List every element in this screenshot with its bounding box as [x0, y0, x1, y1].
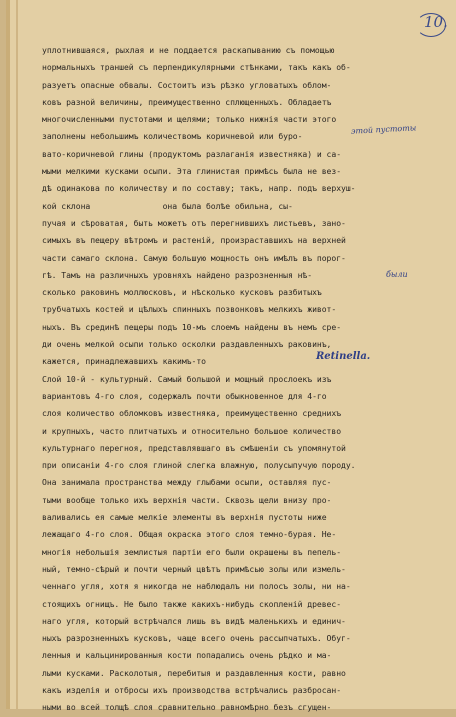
text-line: многія небольшія землистыя партіи его были окрашены въ пепель-	[42, 546, 342, 557]
text-line: нормальныхъ траншей съ перпендикулярными стѣнками, такъ какъ об-	[42, 62, 351, 73]
text-line: мыми мелкими кусками осыпи. Эта глинистая примѣсь была не вез-	[42, 166, 342, 177]
text-line: ди очень мелкой осыпи только осколки раздавленныхъ раковинъ,	[42, 339, 332, 350]
text-line: ныхъ. Въ срединѣ пещеры подъ 10-мъ слоемъ найдены въ немъ сре-	[42, 321, 342, 332]
text-line: валивались ея самые мелкіе элементы въ верхнія пустоты ниже	[42, 512, 327, 523]
typed-text-body	[42, 42, 442, 717]
text-line: ченнаго угля, хотя я никогда не наблюдалъ ни полосъ золы, ни на-	[42, 581, 351, 592]
text-line: какъ изделія и отбросы ихъ производства встрѣчались разбросан-	[42, 684, 342, 695]
text-line: Слой 10-й - культурный. Самый большой и мощный прослоекъ изъ	[42, 373, 332, 384]
text-line: культурнаго перегноя, представлявшаго въ смѣшеніи съ упомянутой	[42, 442, 346, 453]
handwritten-annotation-line-14: были	[386, 270, 408, 279]
handwritten-annotation-retinella: Retinella.	[316, 351, 371, 362]
text-line: вариантовъ 4-го слоя, содержалъ почти обыкновенное для 4-го	[42, 390, 327, 401]
text-line: ными во всей толщѣ слоя сравнительно равномѣрно безъ сгущен-	[42, 702, 332, 713]
text-line: заполнены небольшимъ количествомъ коричневой или буро-	[42, 131, 303, 142]
text-line: части самаго склона. Самую большую мощность онъ имѣлъ въ порог-	[42, 252, 346, 263]
text-line: лыми кусками. Расколотыя, перебитыя и раздавленныя кости, равно	[42, 667, 346, 678]
text-line: ковъ разной величины, преимущественно сплющенныхъ. Обладаетъ	[42, 96, 332, 107]
text-line: ленныя и кальцинированныя кости попадались очень рѣдко и ма-	[42, 650, 332, 661]
text-line: стоящихъ огнищъ. Не было также какихъ-нибудь скопленій древес-	[42, 598, 342, 609]
text-line: Она занимала пространства между глыбами осыпи, оставляя пус-	[42, 477, 332, 488]
text-line: пучая и сѣроватая, быть можетъ отъ перегнившихъ листьевъ, зано-	[42, 217, 346, 228]
text-line: ный, темно-сѣрый и почти черный цвѣтъ примѣсью золы или измель-	[42, 563, 346, 574]
text-line: наго угля, который встрѣчался лишь въ видѣ маленькихъ и единич-	[42, 615, 346, 626]
page-number-text: 10.	[424, 13, 448, 31]
handwritten-annotation-line-5: этой пустоты	[350, 123, 417, 136]
document-page	[6, 0, 456, 713]
text-line: кажется, принадлежавшихъ какимъ-то	[42, 356, 206, 367]
text-line: гѣ. Тамъ на различныхъ уровняхъ найдено разрозненныя нѣ-	[42, 269, 313, 280]
text-line: уплотнившаяся, рыхлая и не поддается раскапыванию съ помощью	[42, 45, 335, 55]
page-fold	[16, 0, 18, 709]
text-line: тыми вообще только ихъ верхнія части. Сквозь щели внизу про-	[42, 494, 332, 505]
text-line: лежащаго 4-го слоя. Общая окраска этого слоя темно-бурая. Не-	[42, 529, 337, 540]
text-line: трубчатыхъ костей и цѣлыхъ спинныхъ позвонковъ мелкихъ живот-	[42, 304, 337, 315]
text-line: дѣ одинакова по количеству и по составу; такъ, напр. подъ верхуш-	[42, 183, 356, 194]
text-line: слоя количество обломковъ известняка, преимущественно среднихъ	[42, 408, 342, 419]
text-line: и крупныхъ, часто плитчатыхъ и относительно большое количество	[42, 425, 342, 436]
text-line: вато-коричневой глины (продуктомъ разлаганія известняка) и са-	[42, 148, 342, 159]
text-line: ныхъ разрозненныхъ кусковъ, чаще всего очень рассыпчатыхъ. Обуг-	[42, 633, 351, 644]
text-line: многочисленными пустотами и щелями; только нижнія части этого	[42, 114, 337, 125]
page-number	[406, 10, 446, 36]
text-line: симыхъ въ пещеру вѣтромъ и растеній, произраставшихъ на верхней	[42, 235, 346, 246]
text-line: сколько раковинъ моллюсковъ, и нѣсколько кусковъ разбитыхъ	[42, 287, 322, 298]
text-line: при описаніи 4-го слоя глиной слегка влажную, полусыпучую породу.	[42, 460, 356, 471]
text-line: разуетъ опасные обвалы. Состоитъ изъ рѣзко угловатыхъ облом-	[42, 79, 332, 90]
text-line: кой склона она была болѣе обильна, сы-	[42, 200, 293, 211]
